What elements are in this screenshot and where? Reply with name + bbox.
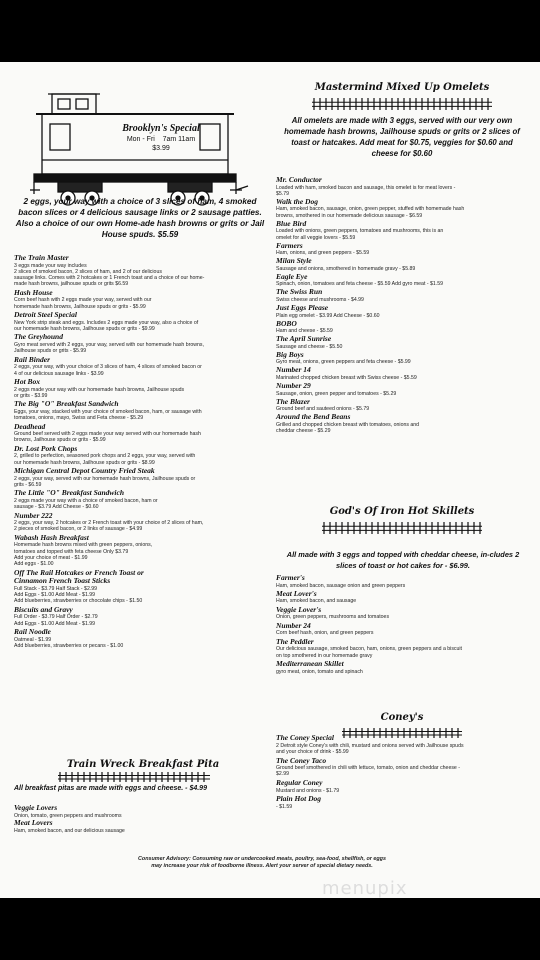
menu-item-description: Onion, tomato, green peppers and mushrooms xyxy=(14,812,122,819)
skillets-section-title: God's Of Iron Hot Skillets xyxy=(329,506,475,517)
menu-item-name: The Little "O" Breakfast Sandwich xyxy=(14,488,124,498)
menu-item xyxy=(14,804,272,819)
menu-item-description: Mustard and onions - $1.79 xyxy=(276,787,340,794)
menu-item-description: 2, grilled to perfection, seasoned pork chops and 2 eggs, your way, served with our homemade hash browns, Jailhouse spuds or grits - $8.99 xyxy=(14,453,196,466)
menu-item-description: Oatmeal - $1.99 Add blueberries, strawberries or pecans - $1.00 xyxy=(14,636,124,649)
menu-item-name: Wabash Hash Breakfast xyxy=(14,532,89,542)
menu-item-description: Ham and cheese - $5.59 xyxy=(276,328,333,335)
menu-item-description: New York strip steak and eggs. Includes 2 eggs made your way, also a choice of our homemade hash browns, Jailhouse spuds or grits - $9.99 xyxy=(14,319,199,332)
menu-item-name: Number 29 xyxy=(276,381,311,391)
menu-item xyxy=(276,795,528,810)
caboose-title: Brooklyn's Special xyxy=(122,123,200,134)
coneys-items-list xyxy=(276,734,528,812)
menu-item xyxy=(276,304,528,319)
menu-item-name: Meat Lover's xyxy=(276,588,317,598)
breakfast-items-list xyxy=(14,254,272,650)
menu-item-description: Full Order - $3.79 Half Order - $2.79 Add Eggs - $1.00 Add Meat - $1.99 xyxy=(14,614,98,627)
menu-item-name: BOBO xyxy=(276,318,297,328)
menu-item-description: Corn beef hash with 2 eggs made your way, served with our homemade hash browns, Jailhouse spuds or grits - $5.99 xyxy=(14,297,152,310)
menu-item-description: Our delicious sausage, smoked bacon, ham, onions, green peppers and a biscuit on top smothered in our homemade gravy xyxy=(276,646,462,659)
fence-divider-pita xyxy=(58,772,210,782)
menu-item-name: Detroit Steel Special xyxy=(14,310,77,320)
menu-item-description: Sausage and onions, smothered in homemade gravy - $5.89 xyxy=(276,265,416,272)
menu-item xyxy=(276,273,528,288)
menu-item-name: Number 222 xyxy=(14,510,53,520)
menu-item xyxy=(276,351,528,366)
menu-item xyxy=(276,366,528,381)
menu-item-name: The April Sunrise xyxy=(276,334,332,344)
menu-item-name: Michigan Central Depot Country Fried Steak xyxy=(14,466,155,476)
menu-item-name: Off The Rail Hotcakes or French Toast or Cinnamon French Toast Sticks xyxy=(14,567,144,586)
menu-item-name: Rail Noodle xyxy=(14,627,51,637)
menu-item xyxy=(276,574,528,589)
menu-item-description: Spinach, onion, tomatoes and feta cheese - $5.59 Add gyro meat - $1.59 xyxy=(276,281,443,288)
menu-item xyxy=(276,320,528,335)
menu-item xyxy=(276,757,528,778)
menu-item-description: Sausage, onion, green pepper and tomatoes - $5.29 xyxy=(276,390,397,397)
menu-item-name: The Coney Taco xyxy=(276,755,327,765)
menu-item xyxy=(14,423,272,444)
menu-item-name: Blue Bird xyxy=(276,218,307,228)
pita-intro: All breakfast pitas are made with eggs and cheese. - $4.99 xyxy=(14,785,207,792)
menu-item-description: Eggs, your way, stacked with your choice of smoked bacon, ham, or sausage with tomatoes, onions, mayo, Swiss and Feta cheese - $5.29 xyxy=(14,408,202,422)
menu-item-name: Plain Hot Dog xyxy=(276,794,322,804)
caboose-price: $3.99 xyxy=(152,145,170,152)
menu-item xyxy=(276,198,528,219)
menu-item xyxy=(276,734,528,755)
menu-item xyxy=(276,638,528,659)
menu-item-description: Ham, onions, and green peppers - $5.59 xyxy=(276,250,370,257)
consumer-advisory: Consumer Advisory: Consuming raw or undercooked meats, poultry, sea-food, shellfish, or eggs may increase your risk of foodborne illness. Alert your server of special dietary needs. xyxy=(138,856,386,869)
menu-item-description: Ham, smoked bacon, and our delicious sausage xyxy=(14,827,125,834)
menu-item-description: gyro meat, onion, tomato and spinach xyxy=(276,668,363,675)
menupix-watermark: menupix xyxy=(322,878,408,898)
menu-item xyxy=(14,534,272,568)
menu-item-name: Hash House xyxy=(14,287,53,297)
menu-item xyxy=(276,660,528,675)
menu-item-name: The Train Master xyxy=(14,253,69,262)
menu-item xyxy=(14,628,272,649)
fence-divider-omelets xyxy=(312,98,492,110)
menu-item-description: Full Stack - $3.79 Half Stack - $2.99 Add Eggs - $1.00 Add Meat - $1.99 Add blueberries, strawberries or chocolate chips - $1.50 xyxy=(14,585,143,605)
menu-item-name: The Peddler xyxy=(276,636,314,646)
top-black-bar xyxy=(0,0,540,62)
menu-item xyxy=(14,569,272,605)
skillets-intro: All made with 3 eggs and topped with cheddar cheese, in-cludes 2 slices of toast or hot cakes for - $6.99. xyxy=(286,550,520,570)
skillets-items-list xyxy=(276,574,528,676)
menu-item xyxy=(276,779,528,794)
menu-item-description: Plain egg omelet - $3.99 Add Cheese - $0.60 xyxy=(276,312,380,319)
menu-item-name: Veggie Lover's xyxy=(276,604,322,614)
menu-item-description: 2 eggs, your way, served with our homemade hash browns, Jailhouse spuds or grits - $6.59 xyxy=(14,475,196,488)
menu-item-description: Gyro meat served with 2 eggs, your way, served with our homemade hash browns, Jailhouse spuds or grits - $5.99 xyxy=(14,341,204,355)
menu-item xyxy=(276,413,528,434)
menu-item xyxy=(14,467,272,488)
menu-item-name: Farmer's xyxy=(276,573,305,582)
menu-item-name: The Greyhound xyxy=(14,332,63,342)
menu-item xyxy=(276,176,528,197)
menu-item-name: Mediterranean Skillet xyxy=(276,659,344,669)
menu-item-name: Big Boys xyxy=(276,349,304,359)
menu-item-description: - $1.59 xyxy=(276,803,293,810)
menu-item xyxy=(14,819,272,834)
omelets-section-title: Mastermind Mixed Up Omelets xyxy=(314,82,490,93)
menu-item-description: 2 eggs made your way with a choice of smoked bacon, ham or sausage - $3.79 Add Cheese - $0.60 xyxy=(14,497,158,511)
menu-item xyxy=(14,512,272,533)
menu-item-description: Ham, smoked bacon, sausage, onion, green pepper, stuffed with homemade hash browns, smothered in our homemade delicious sausage - $6.59 xyxy=(276,206,465,219)
menu-item xyxy=(276,242,528,257)
menu-item-description: 2 eggs, your way, with your choice of 3 slices of ham, 4 slices of smoked bacon or 4 of our delicious sausage links - $3.99 xyxy=(14,364,202,377)
menu-item-description: Sausage and cheese - $5.50 xyxy=(276,343,343,350)
menu-item-name: Number 24 xyxy=(276,620,311,630)
menu-item-description: Ground beef served with 2 eggs made your way served with our homemade hash browns, Jailhouse spuds or grits - $5.99 xyxy=(14,431,201,444)
pita-items-list xyxy=(14,804,272,835)
menu-item-name: Just Eggs Please xyxy=(276,303,329,313)
menu-item xyxy=(276,622,528,637)
menu-item-description: 2 eggs, your way, 2 hotcakes or 2 French toast with your choice of 2 slices of ham, 2 pieces of smoked bacon, or 2 links of sausage - $4.99 xyxy=(14,520,204,533)
menu-item-description: Gyro meat, onions, green peppers and feta cheese - $5.99 xyxy=(276,359,411,366)
menu-item-description: Loaded with onions, green peppers, tomatoes and mushrooms, this is an omelet for all veggie lovers - $5.59 xyxy=(276,228,444,241)
menu-item-description: Homemade hash browns mixed with green peppers, onions, tomatoes and topped with feta cheese Only $3.79 Add your choice of meat - $1.99 Add eggs - $1.00 xyxy=(14,542,153,568)
menu-item xyxy=(14,400,272,421)
menu-item-name: Milan Style xyxy=(276,256,312,266)
menu-item-name: Mr. Conductor xyxy=(276,175,322,184)
omelets-intro: All omelets are made with 3 eggs, served with our very own homemade hash browns, Jailhouse spuds or grits or 2 slices of toast or hatcakes. Add meat for $0.75, veggies for $0.60 and cheese for $0.60 xyxy=(284,116,520,158)
fence-divider-skillets xyxy=(322,522,482,534)
menu-item-name: Deadhead xyxy=(14,421,46,431)
menu-item xyxy=(276,220,528,241)
pita-section-title: Train Wreck Breakfast Pita xyxy=(66,759,220,770)
menu-item-name: The Big "O" Breakfast Sandwich xyxy=(14,399,119,409)
menu-item xyxy=(276,257,528,272)
menu-item-description: Ground beef smothered in chili with lettuce, tomato, onion and cheddar cheese - $2.99 xyxy=(276,765,460,778)
menu-item-name: Around the Bend Beans xyxy=(276,412,351,422)
menu-item-name: Number 14 xyxy=(276,365,311,375)
menu-item xyxy=(14,489,272,510)
menu-item xyxy=(276,590,528,605)
menu-item xyxy=(276,382,528,397)
menu-item xyxy=(14,254,272,288)
menu-item xyxy=(14,333,272,354)
menu-item xyxy=(14,606,272,627)
menu-item-description: Onion, green peppers, mushrooms and tomatoes xyxy=(276,614,390,621)
menu-item-name: Biscuits and Gravy xyxy=(14,604,73,614)
menu-item-description: Marinated chopped chicken breast with Swiss cheese - $5.59 xyxy=(276,374,417,381)
menu-item xyxy=(14,311,272,332)
menu-item-name: Eagle Eye xyxy=(276,271,308,281)
menu-item xyxy=(14,356,272,377)
menu-item-description: 2 Detroit style Coney's with chili, mustard and onions served with Jailhouse spuds and your choice of drink - $5.99 xyxy=(276,742,464,755)
menu-item-description: Ground beef and sauteed onions - $5.79 xyxy=(276,406,370,413)
menu-item xyxy=(14,378,272,399)
menu-item xyxy=(276,606,528,621)
menu-item xyxy=(276,398,528,413)
menu-item-name: The Swiss Run xyxy=(276,287,323,297)
omelets-items-list xyxy=(276,176,528,435)
menu-item-name: Walk the Dog xyxy=(276,196,318,206)
menu-item-description: Loaded with ham, smoked bacon and sausage, this omelet is for meat lovers - $5.79 xyxy=(276,184,456,197)
menu-item xyxy=(276,288,528,303)
menu-item-description: Swiss cheese and mushrooms - $4.99 xyxy=(276,296,364,303)
menu-item-description: 3 eggs made your way includes 2 slices of smoked bacon, 2 slices of ham, and 2 of our delicious sausage links. Comes with 2 hotcakes or 1 French toast and a choice of our home- made hash browns, jailhouse spuds or grits $6.59 xyxy=(14,262,205,288)
menu-item-name: Hot Box xyxy=(14,377,41,386)
menu-item-description: Ham, smoked bacon, sausage onion and green peppers xyxy=(276,582,406,589)
menu-item xyxy=(276,335,528,350)
menu-item-description: Grilled and chopped chicken breast with tomatoes, onions and cheddar cheese - $5.29 xyxy=(276,421,420,434)
menu-item-name: The Coney Special xyxy=(276,733,334,742)
caboose-hours: Mon - Fri 7am 11am xyxy=(126,136,196,143)
menu-item-name: Dr. Lost Pork Chops xyxy=(14,443,78,453)
bottom-black-bar xyxy=(0,898,540,960)
menu-item-name: Veggie Lovers xyxy=(14,803,58,812)
coneys-section-title: Coney's xyxy=(380,712,424,723)
brooklyn-intro: 2 eggs, your way with a choice of 3 slices of ham, 4 smoked bacon slices or 4 delicious sausage links or 2 sausage patties. Also a choice of our own Home-ade hash browns or grits or Jail House spuds. $5.59 xyxy=(15,197,265,239)
menu-item xyxy=(14,289,272,310)
menu-item xyxy=(14,445,272,466)
menu-page xyxy=(0,62,540,898)
menu-item-description: 2 eggs made your way with our homemade hash browns, Jailhouse spuds or grits - $3.99 xyxy=(14,386,185,399)
menu-item-name: Rail Binder xyxy=(14,354,51,364)
menu-item-description: Ham, smoked bacon, and sausage xyxy=(276,598,357,605)
menu-item-description: Corn beef hash, onion, and green peppers xyxy=(276,630,374,637)
menu-item-name: Meat Lovers xyxy=(14,818,53,828)
menu-item-name: Regular Coney xyxy=(276,778,323,788)
menu-item-name: The Blazer xyxy=(276,396,310,406)
menu-item-name: Farmers xyxy=(276,240,303,250)
